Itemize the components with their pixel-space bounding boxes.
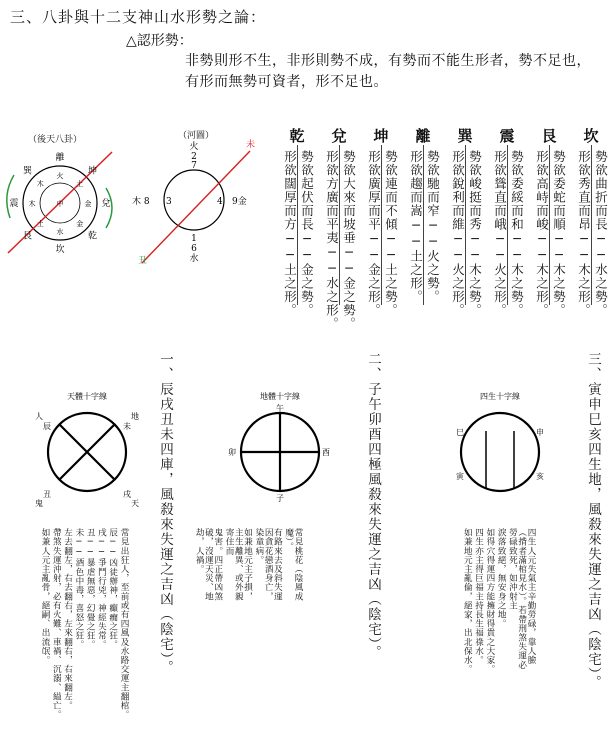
bagua-element-label: 木 xyxy=(36,180,44,189)
earth-label-wu: 午 xyxy=(276,404,284,413)
note-column: 未──酒色中毒，喜怒之狂。 xyxy=(73,528,84,650)
note-column: 丑──暴虐無惡，幻覺之狂。 xyxy=(85,528,96,650)
hetu-mark-chou: 丑 xyxy=(138,256,148,265)
four-label-yin: 寅 xyxy=(456,472,464,481)
bagua-element-label: 水 xyxy=(56,228,64,236)
section-one-heading: 一、辰戌丑未四庫，風殺來失運之吉凶（陰宅）。 xyxy=(157,352,173,676)
heaven-label-xu: 戌 xyxy=(123,490,131,499)
bagua-trigram-label: 離 xyxy=(55,153,65,163)
hetu-top-num-2: 2 xyxy=(191,152,197,162)
trigram-momentum-text: 勢欲起伏而長──金之勢。 xyxy=(299,150,315,317)
four-label-hai: 亥 xyxy=(536,472,544,481)
hetu-diagram xyxy=(128,135,268,265)
trigram-heading: 巽 xyxy=(457,127,473,145)
four-label-si: 巳 xyxy=(456,428,464,437)
heaven-cross-title: 天體十字線 xyxy=(67,392,107,401)
hetu-top-element: 火 xyxy=(189,142,199,152)
note-column: 鬼害。四正帶凶煞破，沒運天災、地劫，人禍。 xyxy=(194,528,223,601)
earth-label-mao: 卯 xyxy=(228,448,236,457)
bagua-element-label: 土 xyxy=(36,219,44,228)
trigram-momentum-text: 勢欲大來而坡垂──金之勢。 xyxy=(341,150,357,331)
bagua-trigram-label: 巽 xyxy=(22,166,32,177)
trigram-form-text: 形欲趨而嵩──土之形。 xyxy=(408,150,424,304)
trigram-form-text: 形欲銳利而維──火之形。 xyxy=(450,150,466,317)
bagua-element-label: 金 xyxy=(84,200,92,208)
trigram-form-text: 形欲廣厚而平──金之形。 xyxy=(366,150,382,317)
four-births-cross-title: 四生十字線 xyxy=(480,392,520,401)
hetu-left-num: 3 xyxy=(166,197,172,207)
note-column: 有路來去及斜失運因貪花戀酒身亡，染童病。 xyxy=(253,528,283,601)
bagua-diagram-title: （後天八卦） xyxy=(28,135,83,145)
note-column: 如兼人元主亂骨，絕嗣、出流氓。 xyxy=(40,528,51,665)
trigram-momentum-text: 勢欲峻挺而秀──木之勢。 xyxy=(467,150,483,317)
hetu-bottom-element: 水 xyxy=(189,254,199,264)
trigram-form-text: 形欲高峙而峻──木之形。 xyxy=(534,150,550,317)
trigram-form-text: 形欲闊厚而方──土之形。 xyxy=(282,150,298,317)
note-column: 四生亦主得巨福主持長生福祿水。 xyxy=(473,528,484,665)
heaven-label-gui: 鬼 xyxy=(35,499,43,508)
hetu-right-num: 4 xyxy=(217,197,223,207)
bagua-diagram xyxy=(0,140,125,265)
note-column: 淚落致絕，無安身之地。 xyxy=(496,528,507,629)
earth-cross-diagram xyxy=(220,385,345,510)
bagua-element-label: 木 xyxy=(28,200,36,208)
trigram-momentum-text: 勢欲馳而窄──火之勢。 xyxy=(425,150,441,304)
hetu-diagram-title: （河圖） xyxy=(178,131,215,141)
bagua-element-label: 金 xyxy=(76,219,84,228)
note-column: 四生人元失氣主辛勤勞碌，靠人臉（揹者滿棺見水）。若帶刑煞失運必勞碌致死，如沖射主 xyxy=(507,528,536,670)
note-column: 戌──爭鬥行兇，神經失常。 xyxy=(96,528,107,650)
hetu-bottom-num-6: 6 xyxy=(191,244,197,254)
hetu-left-wood: 木 8 xyxy=(132,197,150,207)
notes-block-three xyxy=(455,528,535,678)
trigram-form-text: 形欲聳直而峨──火之形。 xyxy=(492,150,508,317)
trigram-momentum-text: 勢欲連而不傾──土之勢。 xyxy=(383,150,399,317)
trigram-momentum-text: 勢欲委綏而和──木之勢。 xyxy=(509,150,525,317)
notes-block-two xyxy=(194,528,303,608)
earth-label-you: 酉 xyxy=(322,448,330,457)
heaven-label-wei: 未 xyxy=(123,422,131,431)
hetu-right-metal: 9金 xyxy=(232,197,247,207)
paragraph-line-2: 有形而無勢可資者，形不足也。 xyxy=(185,74,388,90)
subsection-title: △認形勢： xyxy=(126,33,193,49)
bagua-center: 中 xyxy=(56,200,64,208)
trigram-momentum-text: 勢欲曲折而長──水之勢。 xyxy=(593,150,609,317)
note-column: 如兼地元主子損，主生離異、或外親寄住而 xyxy=(224,528,253,601)
trigram-heading: 震 xyxy=(499,127,515,145)
bagua-element-label: 土 xyxy=(76,180,84,189)
heaven-label-chen: 辰 xyxy=(43,422,51,431)
note-column: 帶煞失運沖射，必有火難、車禍、沉溺、縊亡。 xyxy=(51,528,62,720)
earth-label-zi: 子 xyxy=(276,494,284,503)
bagua-element-label: 火 xyxy=(56,172,64,180)
trigram-form-text: 形欲方廣而平夷──水之形。 xyxy=(324,150,340,331)
hetu-bottom-num-1: 1 xyxy=(191,234,197,244)
note-column: 常見出狂人，至前或有四風及水路交運主翻棺。 xyxy=(119,528,129,720)
trigram-form-text: 形欲秀直而昂──木之形。 xyxy=(576,150,592,317)
note-column: 如得穴得運四方能擁財得貴之大家。 xyxy=(484,528,495,674)
section-two-heading: 二、子午卯酉四極風殺來失運之吉凶（陰宅）。 xyxy=(365,352,381,661)
section-three-heading: 三、寅申巳亥四生地，風殺來失運之吉凶（陰宅）。 xyxy=(585,352,601,691)
four-births-cross-diagram xyxy=(440,385,565,510)
trigram-heading: 乾 xyxy=(289,127,305,145)
trigram-heading: 離 xyxy=(415,127,431,145)
section-title: 三、八卦與十二支神山水形勢之論： xyxy=(10,8,267,26)
bagua-trigram-label: 震 xyxy=(9,199,19,209)
hetu-mark-wei: 未 xyxy=(246,140,256,150)
hetu-top-num-7: 7 xyxy=(191,161,197,171)
four-label-shen: 申 xyxy=(536,428,544,437)
heaven-label-chou: 丑 xyxy=(43,490,51,499)
paragraph-line-1: 非勢則形不生，非形則勢不成，有勢而不能生形者，勢不足也， xyxy=(185,53,591,69)
bagua-trigram-label: 乾 xyxy=(88,231,98,242)
heaven-label-di: 地 xyxy=(131,412,139,421)
earth-cross-title: 地體十字線 xyxy=(260,392,300,401)
bagua-trigram-label: 坎 xyxy=(55,245,65,255)
bagua-trigram-label: 坤 xyxy=(88,166,98,177)
trigram-heading: 坎 xyxy=(583,127,599,145)
bagua-trigram-label: 兌 xyxy=(101,199,111,209)
trigram-heading: 坤 xyxy=(373,127,389,145)
note-column: 常見桃花（陰風成魔）。 xyxy=(283,528,303,601)
notes-block-one xyxy=(18,528,128,740)
bagua-trigram-label: 艮 xyxy=(22,231,32,242)
trigram-heading: 艮 xyxy=(541,127,557,145)
heaven-cross-diagram xyxy=(25,385,150,510)
heaven-label-ren: 人 xyxy=(35,412,43,421)
trigram-heading: 兌 xyxy=(331,127,347,145)
note-column: 如兼地元主亂倫，絕家，出北保水。 xyxy=(462,528,473,674)
note-column: 辰──凶徒辦神，癲癇之狂。 xyxy=(107,528,118,650)
heaven-label-tian: 天 xyxy=(131,499,139,508)
trigram-momentum-text: 勢欲委蛇而順──木之勢。 xyxy=(551,150,567,317)
note-column: 左去翻左，右去翻右，左來翻右，右來翻左。 xyxy=(62,528,73,710)
